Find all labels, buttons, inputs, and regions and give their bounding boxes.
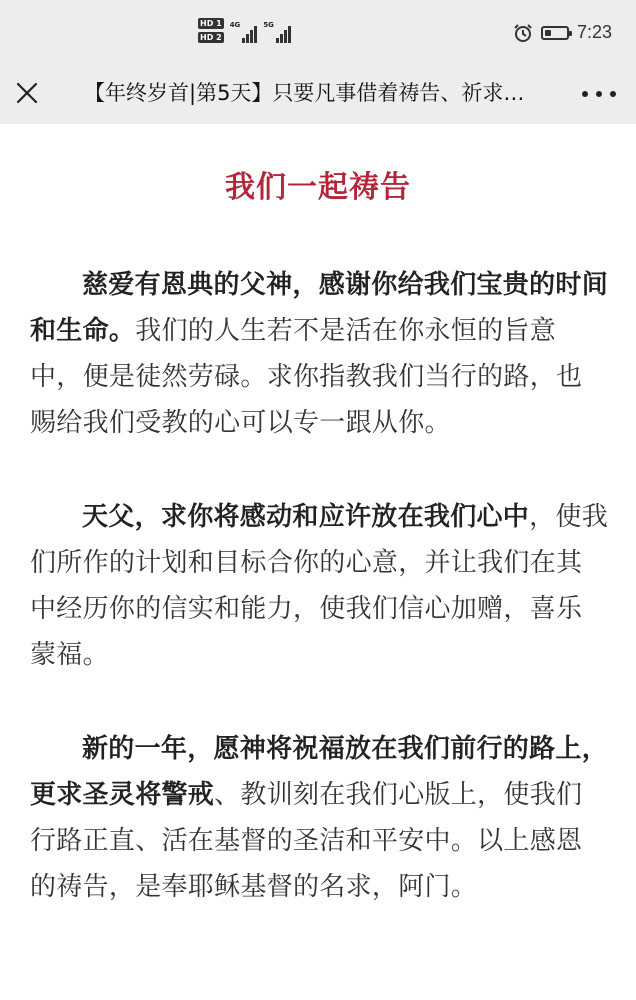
article-body — [0, 124, 636, 1000]
battery-fill — [545, 30, 551, 36]
paragraph-2-bold: 天父，求你将感动和应许放在我们心中 — [82, 502, 530, 532]
alarm-icon — [513, 23, 533, 43]
paragraph-3-bold: 新的一年，愿神将祝福放在我们前行的路上，更求圣灵将警戒 — [30, 734, 609, 810]
paragraph-2-text: ，使我们所作的计划和目标合你的心意，并让我们在其中经历你的信实和能力，使我们信心加赠，喜乐蒙福。 — [30, 502, 609, 670]
close-icon — [12, 78, 42, 108]
paragraph-2 — [30, 494, 608, 678]
status-right — [513, 22, 612, 43]
paragraph-1-bold: 慈爱有恩典的父神，感谢你给我们宝贵的时间和生命。 — [30, 270, 609, 346]
net1-label: 4G — [229, 20, 241, 29]
paragraph-3-text: 、教训刻在我们心版上，使我们行路正直、活在基督的圣洁和平安中。以上感恩的祷告，是奉耶稣基督的名求，阿门。 — [30, 780, 583, 902]
net2-label: 5G — [263, 20, 274, 29]
sim1-badge: HD 1 — [200, 19, 222, 28]
nav-bar — [0, 62, 636, 124]
paragraph-1 — [30, 262, 608, 446]
article-heading: 我们一起祷告 — [225, 170, 411, 205]
page-title: 【年终岁首|第5天】只要凡事借着祷告、祈求… — [84, 81, 525, 105]
sim-badges — [198, 18, 224, 43]
sim2-badge: HD 2 — [200, 33, 222, 42]
more-dot-icon — [610, 91, 616, 97]
more-dot-icon — [582, 91, 588, 97]
more-button[interactable] — [582, 84, 616, 104]
clock: 7:23 — [576, 22, 612, 42]
more-dot-icon — [596, 91, 602, 97]
battery-icon — [541, 26, 569, 40]
paragraph-1-text: 我们的人生若不是活在你永恒的旨意中，便是徒然劳碌。求你指教我们当行的路，也赐给我们受教的心可以专一跟从你。 — [30, 316, 583, 438]
signal-icon-sim1 — [230, 19, 258, 43]
signal-bars-icon — [276, 25, 291, 43]
close-button[interactable] — [12, 78, 42, 108]
signal-bars-icon — [242, 25, 257, 43]
paragraph-3 — [30, 726, 608, 910]
signal-icon-sim2 — [263, 19, 291, 43]
status-bar — [0, 0, 636, 62]
signal-area — [198, 18, 291, 43]
